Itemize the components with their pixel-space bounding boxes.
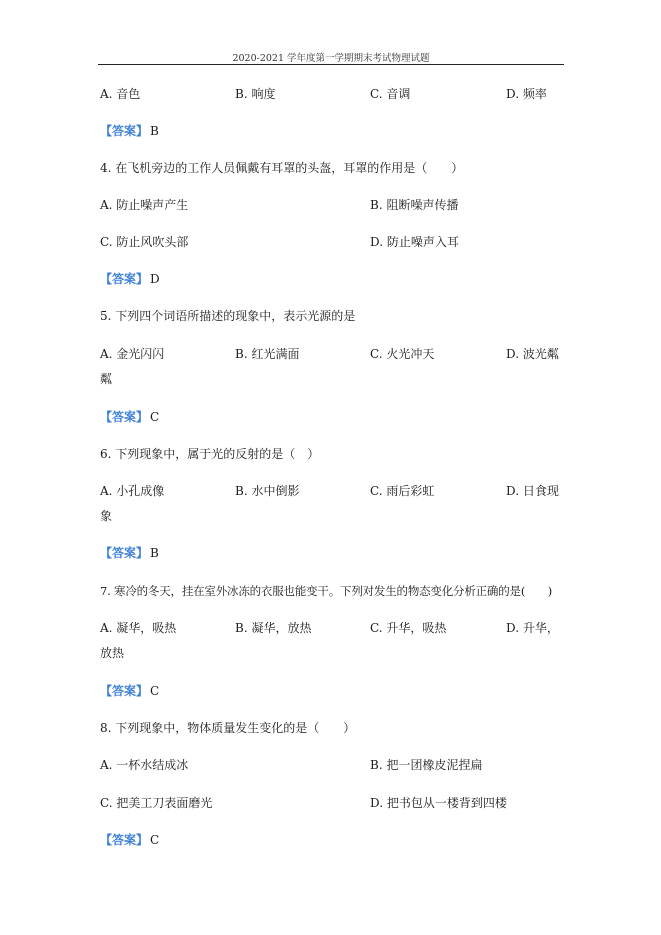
q4-option-d: D. 防止噪声入耳 (370, 235, 459, 249)
q4-option-b: B. 阻断噪声传播 (370, 198, 459, 212)
q7-option-d: D. 升华， (506, 621, 559, 635)
q3-option-c: C. 音调 (370, 87, 411, 101)
q6-option-c: C. 雨后彩虹 (370, 484, 435, 498)
q5-option-b: B. 红光满面 (235, 347, 300, 361)
q7-option-b: B. 凝华，放热 (235, 621, 312, 635)
answer-tag: 【答案】 (100, 124, 149, 138)
answer-tag: 【答案】 (100, 833, 149, 847)
q5-option-a: A. 金光闪闪 (100, 347, 165, 361)
answer-value: C (150, 410, 160, 424)
q4-option-c: C. 防止风吹头部 (100, 235, 189, 249)
q3-answer (100, 123, 159, 139)
q5-option-d: D. 波光粼 (506, 347, 559, 361)
q6-question: 6. 下列现象中，属于光的反射的是（ ） (100, 447, 320, 461)
q5-option-d-wrap: 粼 (100, 372, 113, 386)
q7-answer (100, 683, 159, 699)
q6-option-a: A. 小孔成像 (100, 484, 165, 498)
answer-value: C (150, 833, 160, 847)
q7-question: 7. 寒冷的冬天，挂在室外冰冻的衣服也能变干。下列对发生的物态变化分析正确的是( ) (100, 584, 552, 598)
q8-option-c: C. 把美工刀表面磨光 (100, 796, 213, 810)
q8-option-a: A. 一杯水结成冰 (100, 758, 189, 772)
header-divider (98, 64, 564, 65)
q8-answer (100, 832, 159, 848)
q3-option-a: A. 音色 (100, 87, 141, 101)
q7-option-a: A. 凝华，吸热 (100, 621, 177, 635)
q5-option-c: C. 火光冲天 (370, 347, 435, 361)
answer-tag: 【答案】 (100, 546, 149, 560)
answer-tag: 【答案】 (100, 684, 149, 698)
q7-option-c: C. 升华，吸热 (370, 621, 447, 635)
q6-option-d: D. 日食现 (506, 484, 559, 498)
q8-option-b: B. 把一团橡皮泥捏扁 (370, 758, 483, 772)
page-header-title: 2020-2021 学年度第一学期期末考试物理试题 (232, 53, 430, 64)
answer-value: B (150, 546, 159, 560)
q6-option-d-wrap: 象 (100, 509, 113, 523)
q6-answer (100, 545, 159, 561)
q7-option-d-wrap: 放热 (100, 646, 125, 660)
q5-answer (100, 409, 159, 425)
q3-option-d: D. 频率 (506, 87, 547, 101)
answer-tag: 【答案】 (100, 410, 149, 424)
q3-option-b: B. 响度 (235, 87, 276, 101)
q8-question: 8. 下列现象中，物体质量发生变化的是（ ） (100, 721, 356, 735)
answer-tag: 【答案】 (100, 272, 149, 286)
q4-option-a: A. 防止噪声产生 (100, 198, 189, 212)
q8-option-d: D. 把书包从一楼背到四楼 (370, 796, 507, 810)
answer-value: C (150, 684, 160, 698)
q5-question: 5. 下列四个词语所描述的现象中，表示光源的是 (100, 309, 356, 323)
answer-value: B (150, 124, 159, 138)
q6-option-b: B. 水中倒影 (235, 484, 300, 498)
answer-value: D (150, 272, 160, 286)
q4-answer (100, 271, 160, 287)
q4-question: 4. 在飞机旁边的工作人员佩戴有耳罩的头盔，耳罩的作用是（ ） (100, 161, 464, 175)
